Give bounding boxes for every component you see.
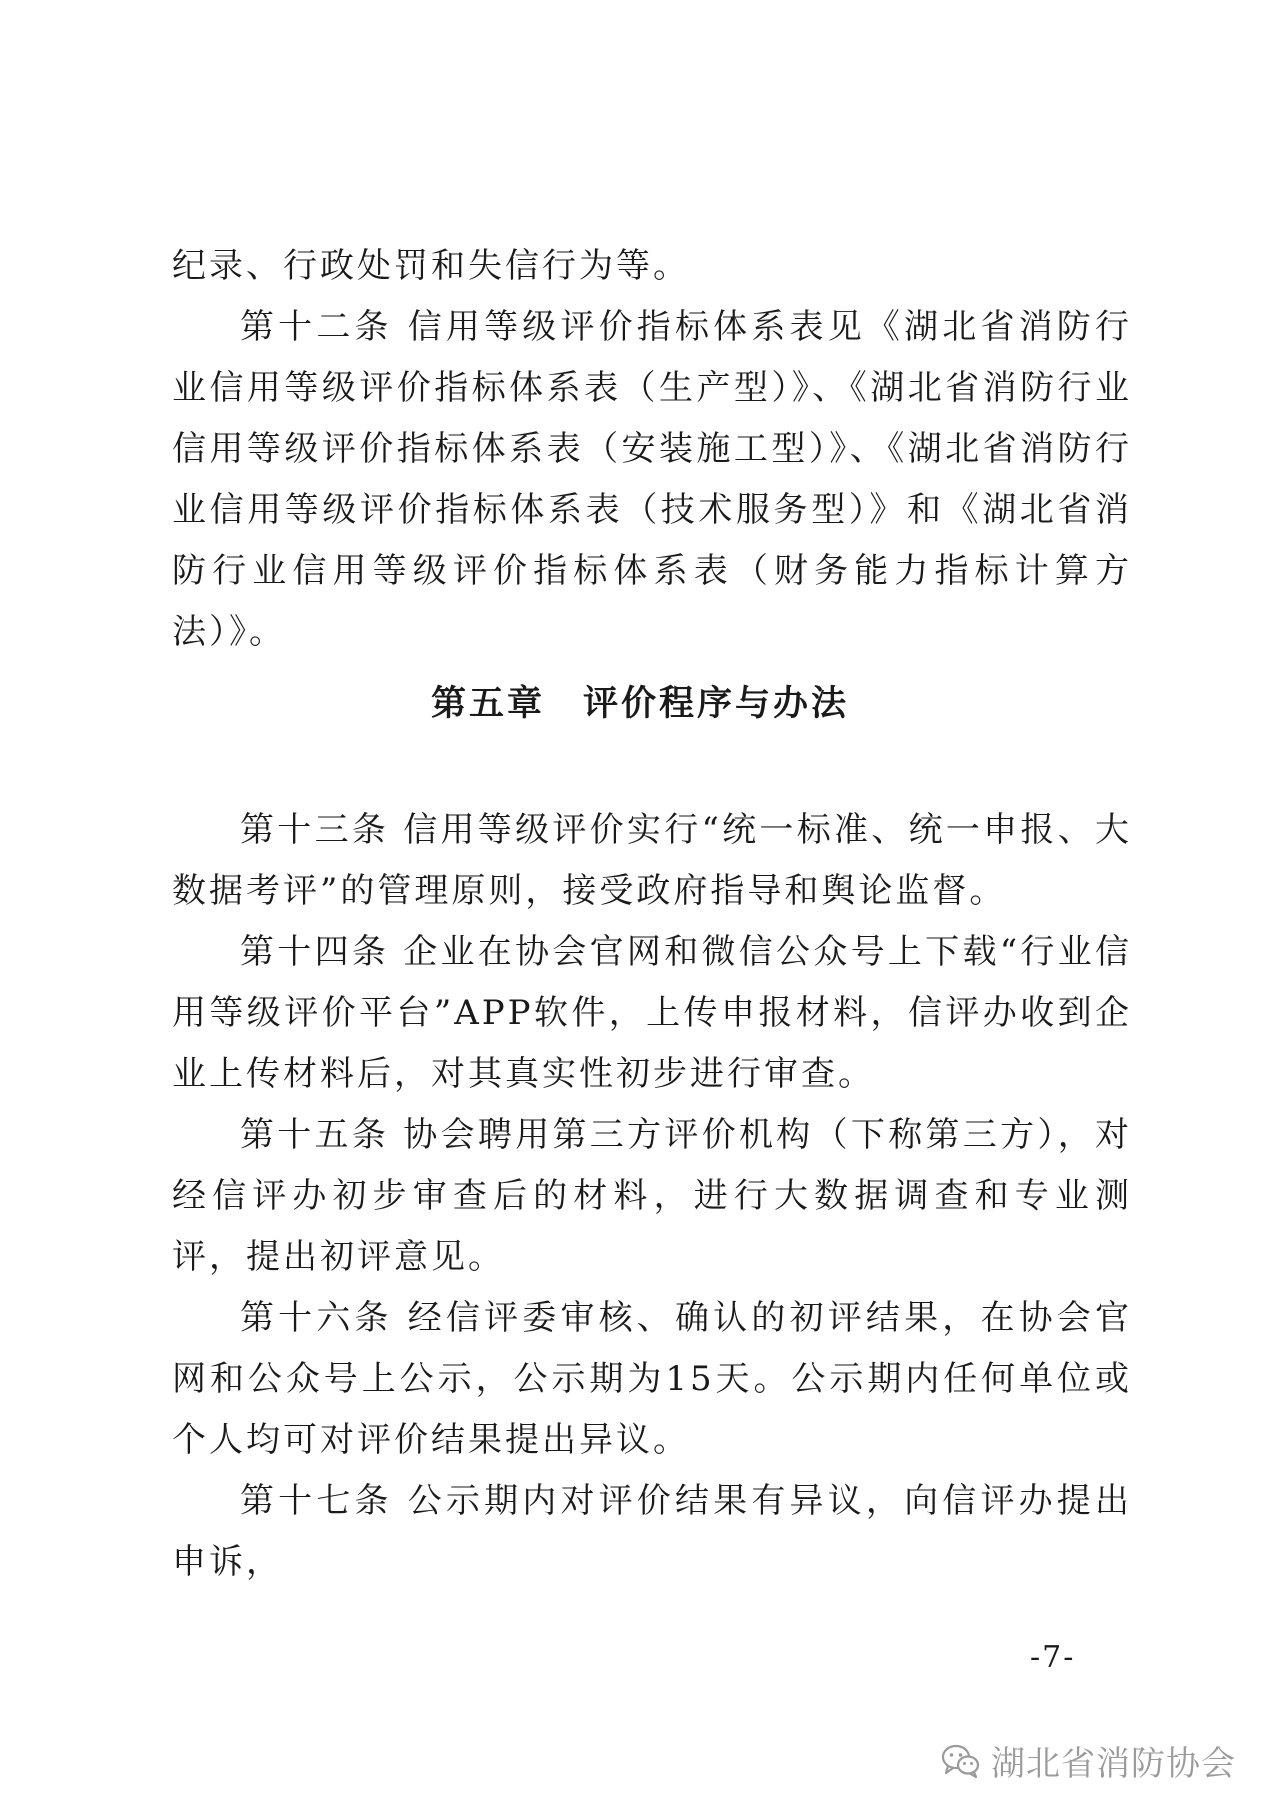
source-watermark [941,1736,1236,1785]
paragraph-article-12: 第十二条 信用等级评价指标体系表见《湖北省消防行业信用等级评价指标体系表（生产型）》、《湖北省消防行业信用等级评价指标体系表（安装施工型）》、《湖北省消防行业信用等级评价指标体系表（技术服务型）》和《湖北省消防行业信用等级评价指标体系表（财务能力指标计算方法）》。 [172,307,1132,652]
page-number: -7- [1030,1640,1076,1675]
paragraph-article-15: 第十五条 协会聘用第三方评价机构（下称第三方），对经信评办初步审查后的材料，进行大数据调查和专业测评，提出初评意见。 [172,1115,1132,1277]
article-text-bottom [172,800,1132,1593]
wechat-icon [941,1743,981,1779]
paragraph-article-16: 第十六条 经信评委审核、确认的初评结果，在协会官网和公众号上公示，公示期为15天。公示期内任何单位或个人均可对评价结果提出异议。 [172,1298,1132,1460]
paragraph-article-13: 第十三条 信用等级评价实行“统一标准、统一申报、大数据考评”的管理原则，接受政府指导和舆论监督。 [172,810,1132,911]
paragraph-article-14: 第十四条 企业在协会官网和微信公众号上下载“行业信用等级评价平台”APP软件，上传申报材料，信评办收到企业上传材料后，对其真实性初步进行审查。 [172,932,1132,1094]
paragraph-article-17: 第十七条 公示期内对评价结果有异议，向信评办提出申诉， [172,1481,1132,1582]
watermark-text: 湖北省消防协会 [991,1744,1236,1784]
paragraph-continuation: 纪录、行政处罚和失信行为等。 [172,246,690,286]
article-text-top [172,236,1132,663]
chapter-heading: 第五章 评价程序与办法 [430,684,849,724]
